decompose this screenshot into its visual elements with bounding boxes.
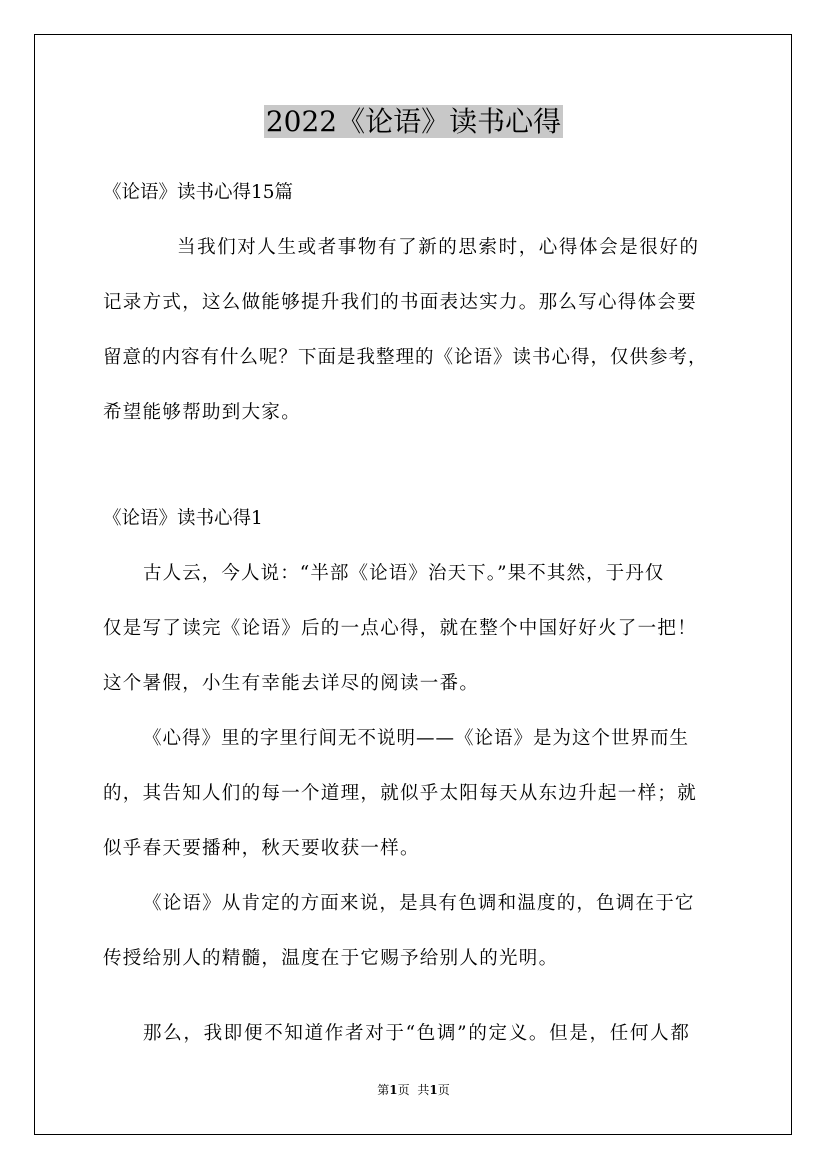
footer-total-number: 1 — [429, 1083, 438, 1097]
intro-line-1: 当我们对人生或者事物有了新的思索时，心得体会是很好的 — [177, 237, 700, 258]
body-line-5: 的，其告知人们的每一个道理，就似乎太阳每天从东边升起一样；就 — [103, 783, 698, 804]
document-title-text: 2022《论语》读书心得 — [265, 105, 562, 138]
body-line-7: 《论语》从肯定的方面来说，是具有色调和温度的，色调在于它 — [143, 893, 695, 914]
page-footer — [0, 1082, 827, 1098]
body-line-4: 《心得》里的字里行间无不说明——《论语》是为这个世界而生 — [143, 728, 690, 749]
footer-page-suffix: 页 — [397, 1083, 410, 1097]
intro-line-2: 记录方式，这么做能够提升我们的书面表达实力。那么写心得体会要 — [103, 292, 698, 313]
body-line-6: 似乎春天要播种，秋天要收获一样。 — [103, 838, 420, 859]
body-line-3: 这个暑假，小生有幸能去详尽的阅读一番。 — [103, 673, 480, 694]
document-title — [0, 100, 827, 144]
intro-line-4: 希望能够帮助到大家。 — [103, 402, 302, 423]
body-line-8: 传授给别人的精髓，温度在于它赐予给别人的光明。 — [103, 948, 559, 969]
footer-page-number: 1 — [389, 1083, 398, 1097]
intro-line-3: 留意的内容有什么呢？下面是我整理的《论语》读书心得，仅供参考， — [103, 347, 708, 368]
footer-page-prefix: 第 — [377, 1083, 390, 1097]
footer-total-suffix: 页 — [437, 1083, 450, 1097]
body-line-1: 古人云，今人说：“半部《论语》治天下。”果不其然，于丹仅 — [143, 563, 665, 584]
subtitle: 《论语》读书心得15篇 — [103, 182, 294, 203]
section-heading: 《论语》读书心得1 — [103, 508, 263, 529]
body-line-9: 那么，我即便不知道作者对于“色调”的定义。但是，任何人都 — [143, 1023, 691, 1044]
footer-total-prefix: 共 — [417, 1083, 430, 1097]
body-line-2: 仅是写了读完《论语》后的一点心得，就在整个中国好好火了一把！ — [103, 618, 698, 639]
